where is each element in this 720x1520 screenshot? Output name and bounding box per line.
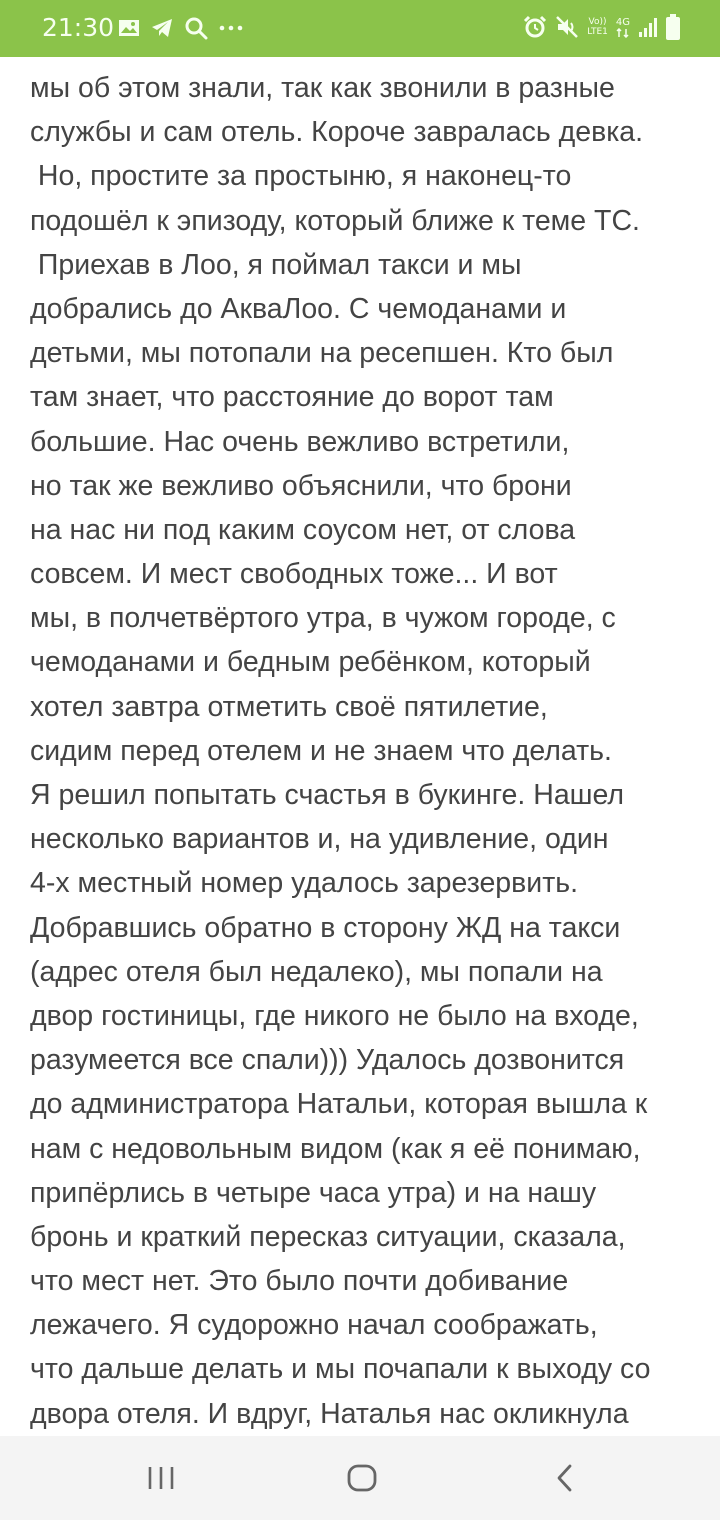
alarm-icon xyxy=(523,15,547,39)
text-line: мы об этом знали, так как звонили в разные xyxy=(30,72,615,104)
home-button[interactable] xyxy=(332,1456,392,1500)
text-line: что мест нет. Это было почти добивание xyxy=(30,1265,569,1298)
text-line: Приехав в Лоо, я поймал такси и мы xyxy=(30,248,522,281)
volte-label-bottom: LTE1 xyxy=(587,27,608,37)
text-line: нам с недовольным видом (как я её понимаю, xyxy=(30,1132,641,1165)
text-line: на нас ни под каким соусом нет, от слова xyxy=(30,513,576,546)
text-line: двора отеля. И вдруг, Наталья нас окликнула xyxy=(30,1397,629,1430)
4g-data-icon xyxy=(616,17,630,38)
text-line: 4-х местный номер удалось зарезервить. xyxy=(30,867,579,900)
text-line: подошёл к эпизоду, который ближе к теме ТС. xyxy=(30,204,640,237)
system-icons xyxy=(523,12,680,42)
home-icon xyxy=(346,1463,378,1493)
recent-apps-icon xyxy=(146,1464,176,1492)
text-line: Добравшись обратно в сторону ЖД на такси xyxy=(30,911,621,944)
recent-apps-button[interactable] xyxy=(131,1456,191,1500)
text-line: мы, в полчетвёртого утра, в чужом городе, с xyxy=(30,602,616,635)
text-line: Но, простите за простыню, я наконец-то xyxy=(30,160,572,193)
text-line: чемоданами и бедным ребёнком, который xyxy=(30,646,591,679)
text-line: что дальше делать и мы почапали к выходу со xyxy=(30,1353,651,1386)
back-icon xyxy=(553,1463,575,1493)
more-icon xyxy=(218,23,244,33)
net-label: 4G xyxy=(615,16,630,28)
text-line: добрались до АкваЛоо. С чемоданами и xyxy=(30,292,567,325)
text-line: припёрлись в четыре часа утра) и на нашу xyxy=(30,1176,597,1209)
text-line: службы и сам отель. Короче завралась девка. xyxy=(30,116,644,149)
status-bar xyxy=(0,0,720,57)
text-line: большие. Нас очень вежливо встретили, xyxy=(30,425,570,458)
text-line: разумеется все спали))) Удалось дозвонится xyxy=(30,1044,625,1077)
text-line: там знает, что расстояние до ворот там xyxy=(30,381,554,414)
telegram-icon xyxy=(150,17,174,39)
text-line: (адрес отеля был недалеко), мы попали на xyxy=(30,955,603,988)
text-line: но так же вежливо объяснили, что брони xyxy=(30,469,572,502)
article-text xyxy=(30,66,700,1436)
text-line: двор гостиницы, где никого не было на входе, xyxy=(30,999,639,1032)
text-line: хотел завтра отметить своё пятилетие, xyxy=(30,690,548,723)
text-line: сидим перед отелем и не знаем что делать. xyxy=(30,734,612,767)
volte-label-top: Vo)) xyxy=(588,17,607,27)
search-icon xyxy=(184,16,208,40)
text-line: детьми, мы потопали на ресепшен. Кто был xyxy=(30,337,614,370)
text-line: бронь и краткий пересказ ситуации, сказала, xyxy=(30,1220,626,1253)
mute-icon xyxy=(555,15,579,39)
text-line: Я решил попытать счастья в букинге. Нашел xyxy=(30,779,625,811)
signal-icon xyxy=(638,16,658,38)
back-button[interactable] xyxy=(534,1456,594,1500)
navigation-bar xyxy=(0,1436,720,1520)
battery-icon xyxy=(666,14,680,40)
image-icon xyxy=(118,18,140,38)
notification-icons xyxy=(118,14,244,42)
status-time: 21:30 xyxy=(42,13,115,42)
text-line: лежачего. Я судорожно начал соображать, xyxy=(30,1309,598,1342)
text-line: до администратора Натальи, которая вышла к xyxy=(30,1088,648,1121)
text-line: несколько вариантов и, на удивление, один xyxy=(30,823,609,856)
text-line: совсем. И мест свободных тоже... И вот xyxy=(30,558,558,591)
volte-icon xyxy=(587,17,608,37)
